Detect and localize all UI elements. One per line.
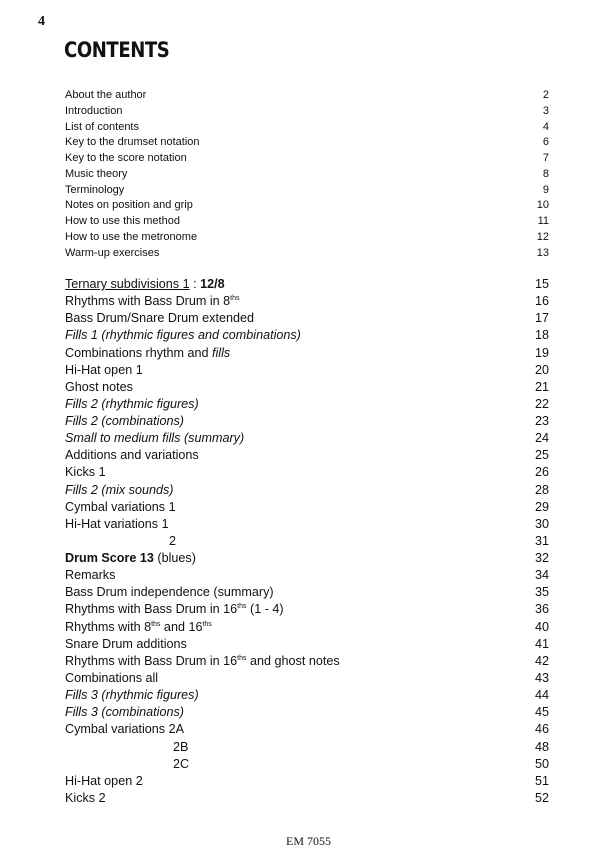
toc-entry-text: Ghost notes — [65, 379, 133, 394]
toc-entry — [65, 740, 549, 754]
toc-entry-title — [65, 483, 173, 497]
toc-entry-text: ths — [202, 620, 212, 628]
toc-entry-title — [65, 414, 184, 428]
toc-entry-title — [65, 311, 254, 325]
toc-entry-page: 17 — [534, 311, 549, 326]
toc-entry-text: Hi-Hat variations 1 — [65, 516, 169, 531]
toc-entry-text: ths — [237, 654, 247, 662]
toc-entry — [65, 534, 549, 548]
toc-entry-title — [65, 465, 106, 479]
toc-entry-text: 2C — [173, 756, 190, 771]
toc-entry-page: 24 — [534, 431, 549, 446]
toc-entry — [65, 568, 549, 582]
toc-entry-page: 42 — [534, 653, 549, 668]
toc-entry-text: Fills 2 (mix sounds) — [65, 482, 174, 497]
toc-entry-text: Drum Score 13 — [65, 551, 154, 566]
toc-entry-title — [65, 568, 115, 582]
toc-entry — [65, 363, 549, 377]
toc-entry-text: Cymbal variations 2A — [65, 722, 184, 737]
toc-entry-title — [65, 215, 180, 227]
toc-entry-text: 2B — [173, 739, 189, 754]
toc-entry-text: Bass Drum/Snare Drum extended — [65, 311, 254, 326]
toc-entry-text: Rhythms with Bass Drum in 16 — [65, 602, 238, 617]
toc-entry-page: 18 — [534, 328, 549, 343]
toc-entry-page: 25 — [534, 448, 549, 463]
toc-entry — [65, 121, 549, 133]
toc-entry-text: Additions and variations — [65, 448, 199, 463]
toc-entry-title — [65, 500, 176, 514]
toc-entry-text: Key to the score notation — [65, 152, 187, 164]
toc-entry — [65, 231, 549, 243]
toc-entry — [65, 199, 549, 211]
toc-entry — [65, 517, 549, 531]
toc-entry-page: 20 — [534, 362, 549, 377]
toc-entry-title — [65, 277, 225, 291]
toc-entry-page: 43 — [534, 670, 549, 685]
toc-entry — [65, 277, 549, 291]
toc-entry-title — [65, 105, 122, 117]
toc-entry-title — [65, 346, 230, 360]
toc-entry — [65, 346, 549, 360]
toc-entry-page: 15 — [534, 277, 549, 291]
toc-entry-page: 40 — [534, 619, 549, 634]
toc-entry-text: Hi-Hat open 1 — [65, 362, 143, 377]
toc-entry-title — [65, 363, 143, 377]
toc-entry-page: 34 — [534, 568, 549, 583]
toc-entry-text: and 16 — [160, 619, 203, 634]
toc-entry-text: Small to medium fills (summary) — [65, 431, 245, 446]
toc-entry — [65, 722, 549, 736]
toc-entry-page: 32 — [534, 551, 549, 566]
toc-entry — [65, 168, 549, 180]
toc-entry — [65, 397, 549, 411]
toc-entry — [65, 551, 549, 565]
toc-entry-text: Fills 3 (combinations) — [65, 705, 184, 720]
toc-entry-text: Warm-up exercises — [65, 246, 160, 259]
toc-entry — [65, 671, 549, 685]
toc-entry-title — [65, 774, 143, 788]
toc-entry — [65, 757, 549, 771]
toc-entry — [65, 620, 549, 634]
toc-entry-page: 28 — [534, 482, 549, 497]
toc-entry-page: 35 — [534, 585, 549, 600]
toc-entry-text: How to use the metronome — [65, 230, 198, 243]
toc-entry-page: 50 — [534, 756, 549, 771]
toc-entry-title — [65, 654, 340, 668]
toc-entry-text: 2 — [169, 533, 177, 548]
toc-entry — [65, 105, 549, 117]
toc-entry-page: 13 — [536, 246, 549, 259]
page-title: CONTENTS — [64, 38, 170, 62]
toc-entry-text: How to use this method — [65, 215, 180, 227]
toc-entry-title — [65, 637, 187, 651]
toc-entry-text: (blues) — [153, 551, 196, 566]
toc-entry-page: 52 — [534, 790, 549, 805]
toc-entry — [65, 465, 549, 479]
toc-entry-text: Bass Drum independence (summary) — [65, 585, 274, 600]
toc-entry-page: 19 — [534, 345, 549, 360]
toc-entry-page: 4 — [542, 120, 549, 133]
toc-entry-title — [65, 585, 274, 599]
toc-entry-page: 22 — [534, 396, 549, 411]
toc-entry-title — [65, 380, 133, 394]
toc-entry-text: Cymbal variations 1 — [65, 499, 176, 514]
toc-entry — [65, 89, 549, 101]
toc-entry-title — [65, 791, 106, 805]
toc-entry-page: 44 — [534, 688, 549, 703]
toc-entry-text: Hi-Hat open 2 — [65, 773, 143, 788]
toc-entry-title — [65, 551, 196, 565]
toc-entry-text: Ternary subdivisions 1 — [65, 277, 190, 291]
toc-entry-title — [65, 602, 284, 616]
toc-entry-page: 45 — [534, 705, 549, 720]
toc-entry — [65, 152, 549, 164]
toc-entry-title — [65, 121, 139, 133]
toc-entry-page: 16 — [534, 294, 549, 309]
toc-entry-text: About the author — [65, 89, 147, 101]
toc-entry — [65, 500, 549, 514]
toc-entry-text: Rhythms with Bass Drum in 16 — [65, 653, 238, 668]
toc-entry-text: : — [189, 277, 201, 291]
toc-entry-page: 41 — [534, 636, 549, 651]
toc-entry-text: Terminology — [65, 183, 125, 196]
toc-entry — [65, 774, 549, 788]
toc-entry-text: List of contents — [65, 120, 139, 133]
toc-entry-text: Kicks 2 — [65, 790, 106, 805]
toc-entry-page: 9 — [542, 183, 549, 196]
toc-entry-text: Notes on position and grip — [65, 199, 193, 212]
toc-entry-page: 23 — [534, 414, 549, 429]
toc-entry — [65, 294, 549, 308]
toc-entry-page: 29 — [534, 499, 549, 514]
toc-entry-text: Rhythms with Bass Drum in 8 — [65, 294, 231, 309]
toc-entry-text: fills — [212, 345, 231, 360]
toc-entry — [65, 431, 549, 445]
toc-entry — [65, 414, 549, 428]
toc-entry-page: 2 — [542, 89, 549, 101]
toc-entry-text: ths — [230, 295, 240, 303]
toc-entry-page: 36 — [534, 602, 549, 617]
toc-entry-title — [65, 294, 240, 308]
toc-entry-title — [65, 671, 158, 685]
toc-entry-title — [65, 397, 199, 411]
toc-entry-page: 46 — [534, 722, 549, 737]
toc-entry-text: Music theory — [65, 167, 128, 180]
toc-entry — [65, 136, 549, 148]
toc-entry-text: ths — [237, 603, 247, 611]
toc-entry-page: 21 — [534, 379, 549, 394]
toc-entry-text: and ghost notes — [246, 653, 340, 668]
toc-entry-text: Snare Drum additions — [65, 636, 187, 651]
toc-entry — [65, 328, 549, 342]
footer-code: EM 7055 — [286, 834, 331, 848]
toc-entry — [65, 448, 549, 462]
toc-entry — [65, 791, 549, 805]
toc-entry — [65, 585, 549, 599]
toc-entry-text: ths — [151, 620, 161, 628]
toc-entry-title — [65, 722, 184, 736]
toc-entry-page: 26 — [534, 465, 549, 480]
toc-entry-page: 10 — [536, 199, 549, 212]
toc-entry-page: 6 — [542, 136, 549, 149]
toc-entry-page: 7 — [542, 152, 549, 164]
toc-entry-page: 12 — [536, 230, 549, 243]
toc-entry-title — [65, 184, 124, 196]
toc-entry-page: 48 — [534, 739, 549, 754]
toc-entry-text: (1 - 4) — [246, 602, 284, 617]
toc-entry — [65, 705, 549, 719]
toc-entry — [65, 184, 549, 196]
toc-entry-title — [65, 534, 176, 548]
toc-entry-title — [65, 199, 193, 211]
toc-entry-title — [65, 168, 127, 180]
toc-entry-title — [65, 431, 244, 445]
toc-entry — [65, 247, 549, 259]
toc-entry-page: 8 — [542, 167, 549, 180]
toc-entry-text: Rhythms with 8 — [65, 619, 152, 634]
toc-entry-title — [65, 231, 197, 243]
toc-entry — [65, 311, 549, 325]
toc-entry-title — [65, 705, 184, 719]
toc-entry — [65, 483, 549, 497]
toc-entry-title — [65, 328, 301, 342]
toc-entry — [65, 215, 549, 227]
toc-entry-title — [65, 620, 212, 634]
toc-entry-title — [65, 517, 169, 531]
toc-entry-text: Kicks 1 — [65, 465, 106, 480]
toc-entry-text: Combinations rhythm and — [65, 345, 212, 360]
toc-entry-title — [65, 89, 146, 101]
toc-entry-text: Fills 2 (rhythmic figures) — [65, 396, 199, 411]
toc-entry-page: 11 — [537, 215, 549, 227]
toc-entry — [65, 654, 549, 668]
toc-entry-text: 12/8 — [200, 277, 225, 291]
toc-entry-text: Fills 1 (rhythmic figures and combinations) — [65, 328, 301, 343]
toc-entry — [65, 637, 549, 651]
toc-entry — [65, 688, 549, 702]
toc-entry-text: Combinations all — [65, 670, 159, 685]
toc-entry-title — [65, 757, 189, 771]
toc-entry-title — [65, 247, 159, 259]
toc-entry-page: 3 — [542, 104, 549, 117]
toc-entry-text: Fills 3 (rhythmic figures) — [65, 688, 199, 703]
toc-entry-title — [65, 136, 200, 148]
toc-entry-title — [65, 152, 187, 164]
toc-entry-page: 31 — [534, 533, 549, 548]
toc-entry-text: Introduction — [65, 104, 123, 117]
toc-entry-title — [65, 740, 188, 754]
page-number: 4 — [38, 14, 45, 29]
toc-entry-text: Fills 2 (combinations) — [65, 414, 184, 429]
toc-entry-title — [65, 448, 199, 462]
toc-entry-text: Remarks — [65, 568, 116, 583]
toc-entry — [65, 602, 549, 616]
toc-entry-page: 30 — [534, 516, 549, 531]
toc-entry-title — [65, 688, 199, 702]
toc-entry-text: Key to the drumset notation — [65, 136, 200, 149]
toc-entry-page: 51 — [534, 773, 549, 788]
toc-entry — [65, 380, 549, 394]
